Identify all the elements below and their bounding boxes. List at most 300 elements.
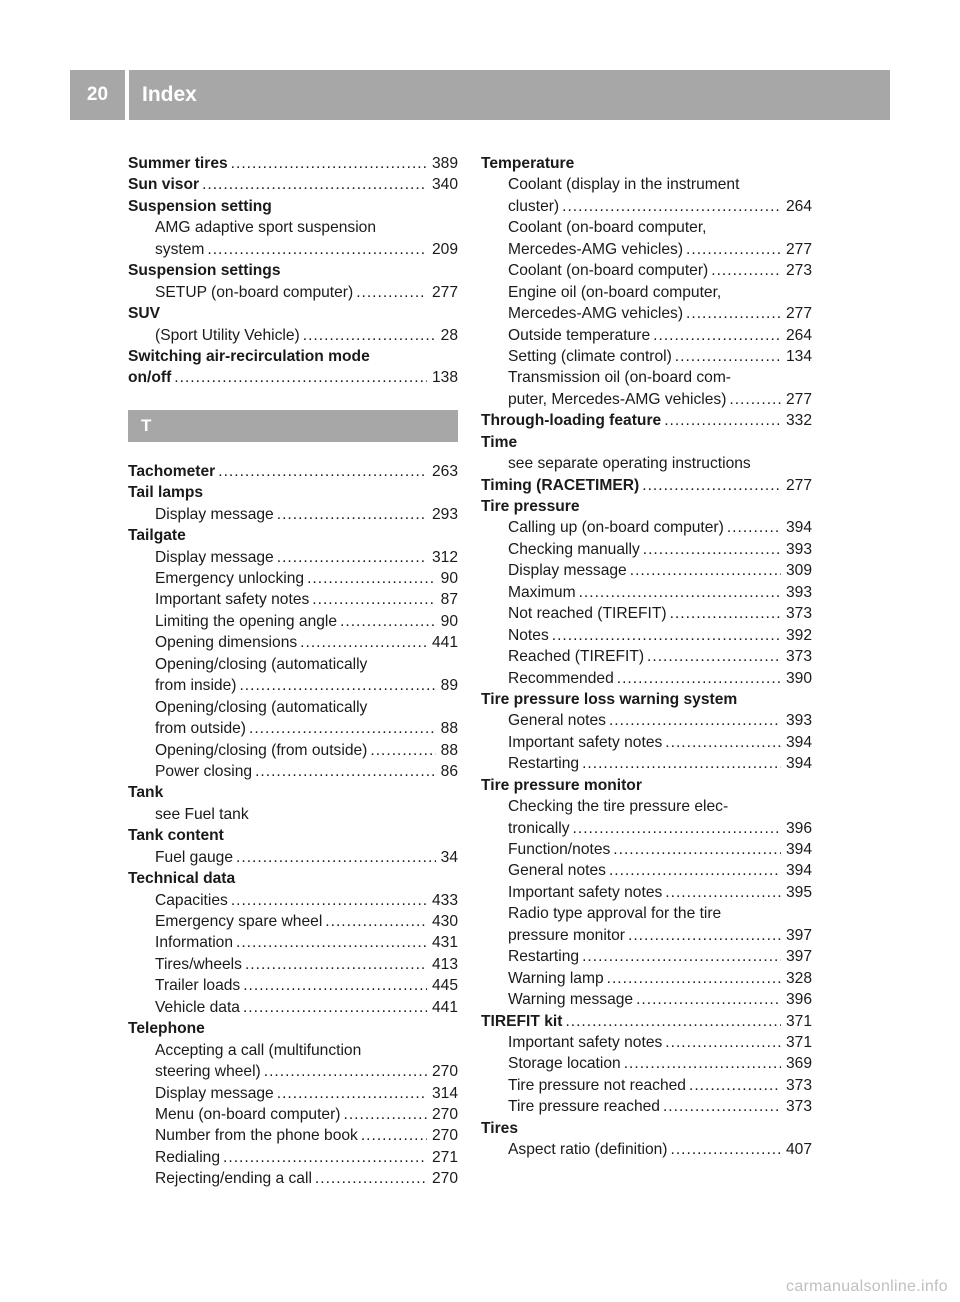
- dot-leader: [664, 410, 781, 431]
- dot-leader: [300, 632, 427, 653]
- index-subentry[interactable]: [128, 547, 458, 568]
- index-subentry[interactable]: [128, 282, 458, 303]
- entry-label: see separate operating instructions: [508, 455, 751, 473]
- index-subentry[interactable]: [481, 882, 812, 903]
- entry-label: Tires: [481, 1119, 518, 1137]
- index-entry: [481, 689, 812, 710]
- index-subentry[interactable]: [128, 1147, 458, 1168]
- page-reference[interactable]: 277: [785, 240, 812, 258]
- index-subentry[interactable]: [128, 675, 458, 696]
- entry-label: Coolant (display in the instrument: [508, 176, 740, 194]
- page-reference[interactable]: 373: [785, 648, 812, 666]
- entry-label: Tire pressure loss warning system: [481, 690, 738, 708]
- index-subentry[interactable]: [128, 1104, 458, 1125]
- dot-leader: [340, 611, 436, 632]
- index-subentry[interactable]: [481, 753, 812, 774]
- entry-label: Trailer loads: [155, 977, 241, 995]
- entry-label: Mercedes-AMG vehicles): [508, 240, 684, 258]
- index-subentry[interactable]: [481, 560, 812, 581]
- page-reference[interactable]: 373: [785, 1098, 812, 1116]
- page-reference[interactable]: 394: [785, 755, 812, 773]
- entry-label: Opening/closing (from outside): [155, 741, 368, 759]
- page-reference[interactable]: 371: [785, 1033, 812, 1051]
- entry-label: puter, Mercedes-AMG vehicles): [508, 390, 727, 408]
- index-entry: [128, 825, 458, 846]
- page-reference[interactable]: 392: [785, 626, 812, 644]
- entry-label: Radio type approval for the tire: [508, 905, 722, 923]
- page-reference[interactable]: 430: [431, 913, 458, 930]
- dot-leader: [617, 668, 781, 689]
- entry-label: Through-loading feature: [481, 412, 662, 430]
- index-subentry[interactable]: [481, 839, 812, 860]
- entry-label: Recommended: [508, 669, 614, 687]
- index-entry: [481, 1118, 812, 1139]
- page-reference[interactable]: 134: [785, 347, 812, 365]
- index-entry[interactable]: [128, 461, 458, 482]
- index-subentry[interactable]: [481, 1139, 812, 1160]
- index-subentry[interactable]: [481, 946, 812, 967]
- entry-label: from inside): [155, 677, 237, 695]
- index-entry[interactable]: [481, 475, 812, 496]
- page-reference[interactable]: 209: [431, 240, 458, 258]
- index-subentry[interactable]: [481, 710, 812, 731]
- dot-leader: [670, 603, 781, 624]
- page-reference[interactable]: 394: [785, 862, 812, 880]
- entry-label: tronically: [508, 819, 570, 837]
- page-reference[interactable]: 271: [431, 1148, 458, 1166]
- dot-leader: [277, 504, 427, 525]
- dot-leader: [628, 925, 781, 946]
- dot-leader: [636, 989, 781, 1010]
- dot-leader: [729, 389, 781, 410]
- entry-label: Timing (RACETIMER): [481, 476, 640, 494]
- index-subentry[interactable]: [128, 632, 458, 653]
- dot-leader: [686, 303, 781, 324]
- index-entry: [481, 153, 812, 174]
- page-reference[interactable]: 314: [431, 1084, 458, 1102]
- dot-leader: [325, 911, 427, 932]
- dot-leader: [249, 718, 436, 739]
- index-entry: [481, 496, 812, 517]
- dot-leader: [255, 761, 436, 782]
- page-reference[interactable]: 397: [785, 948, 812, 966]
- entry-label: Restarting: [508, 755, 580, 773]
- entry-label: Temperature: [481, 155, 575, 172]
- index-letter-heading: T: [128, 410, 458, 442]
- dot-leader: [277, 547, 427, 568]
- entry-label: Emergency unlocking: [155, 570, 305, 587]
- page-reference[interactable]: 90: [440, 570, 458, 587]
- entry-label: Tire pressure: [481, 498, 580, 515]
- entry-label: Switching air-recirculation mode: [128, 347, 370, 365]
- page-reference[interactable]: 369: [785, 1055, 812, 1073]
- index-subentry[interactable]: [481, 582, 812, 603]
- entry-label: Technical data: [128, 870, 236, 888]
- dot-leader: [686, 239, 781, 260]
- page-reference[interactable]: 90: [440, 612, 458, 630]
- index-subentry[interactable]: [481, 346, 812, 367]
- entry-label: Tire pressure monitor: [481, 776, 642, 794]
- entry-label: Tire pressure not reached: [508, 1076, 686, 1094]
- page-reference[interactable]: 332: [785, 412, 812, 430]
- index-entry[interactable]: [481, 1011, 812, 1032]
- dot-leader: [236, 932, 427, 953]
- index-subentry[interactable]: [128, 1061, 458, 1082]
- page-reference[interactable]: 273: [785, 262, 812, 280]
- page-reference[interactable]: 389: [431, 155, 458, 172]
- page-reference[interactable]: 390: [785, 669, 812, 687]
- page-reference[interactable]: 373: [785, 605, 812, 623]
- page-reference[interactable]: 309: [785, 562, 812, 580]
- page-reference[interactable]: 394: [785, 841, 812, 858]
- index-subentry[interactable]: [128, 718, 458, 739]
- index-subentry: [481, 903, 812, 924]
- index-subentry[interactable]: [128, 847, 458, 868]
- index-subentry[interactable]: [128, 761, 458, 782]
- index-column-left: [128, 153, 458, 1190]
- index-subentry[interactable]: [128, 1125, 458, 1146]
- index-entry: [128, 525, 458, 546]
- index-entry[interactable]: [128, 153, 458, 174]
- dot-leader: [312, 589, 435, 610]
- index-entry: [128, 260, 458, 281]
- page-reference[interactable]: 396: [785, 819, 812, 837]
- index-subentry[interactable]: [481, 646, 812, 667]
- page-reference[interactable]: 433: [431, 891, 458, 909]
- entry-label: Warning lamp: [508, 969, 604, 987]
- dot-leader: [243, 997, 427, 1018]
- index-entry[interactable]: [128, 174, 458, 195]
- dot-leader: [653, 325, 781, 346]
- dot-leader: [236, 847, 436, 868]
- index-subentry[interactable]: [481, 925, 812, 946]
- index-subentry[interactable]: [128, 954, 458, 975]
- entry-label: Tailgate: [128, 527, 186, 545]
- entry-label: Warning message: [508, 991, 634, 1009]
- entry-label: SUV: [128, 305, 161, 323]
- entry-label: Rejecting/ending a call: [155, 1170, 312, 1188]
- dot-leader: [665, 1032, 781, 1053]
- index-subentry[interactable]: [481, 303, 812, 324]
- entry-label: Function/notes: [508, 841, 611, 858]
- watermark: carmanualsonline.info: [786, 1278, 948, 1295]
- entry-label: Display message: [155, 505, 274, 523]
- index-subentry: [481, 282, 812, 303]
- dot-leader: [727, 517, 781, 538]
- page-reference[interactable]: 270: [431, 1127, 458, 1145]
- entry-label: Suspension setting: [128, 197, 272, 215]
- entry-label: Display message: [155, 548, 274, 566]
- index-subentry[interactable]: [481, 860, 812, 881]
- index-subentry[interactable]: [128, 504, 458, 525]
- dot-leader: [663, 1096, 781, 1117]
- page-reference[interactable]: 371: [785, 1012, 812, 1030]
- page-reference[interactable]: 393: [785, 583, 812, 601]
- index-subentry: [128, 654, 458, 675]
- entry-label: Important safety notes: [508, 733, 663, 751]
- page-reference[interactable]: 138: [431, 369, 458, 387]
- entry-label: steering wheel): [155, 1063, 261, 1081]
- page-reference[interactable]: 277: [785, 390, 812, 408]
- dot-leader: [231, 890, 427, 911]
- dot-leader: [303, 325, 436, 346]
- entry-label: Number from the phone book: [155, 1127, 358, 1145]
- dot-leader: [264, 1061, 427, 1082]
- dot-leader: [202, 174, 427, 195]
- dot-leader: [582, 946, 781, 967]
- entry-label: Important safety notes: [155, 591, 310, 609]
- page-reference[interactable]: 264: [785, 326, 812, 344]
- entry-label: Mercedes-AMG vehicles): [508, 305, 684, 323]
- entry-label: Engine oil (on-board computer,: [508, 283, 722, 301]
- dot-leader: [689, 1075, 781, 1096]
- index-subentry[interactable]: [481, 389, 812, 410]
- entry-label: pressure monitor: [508, 926, 625, 944]
- dot-leader: [565, 1011, 781, 1032]
- page-reference[interactable]: 394: [785, 733, 812, 751]
- index-subentry[interactable]: [128, 890, 458, 911]
- index-subentry[interactable]: [128, 975, 458, 996]
- page-reference[interactable]: 312: [431, 548, 458, 566]
- page-reference[interactable]: 277: [785, 476, 812, 494]
- dot-leader: [609, 860, 781, 881]
- page-reference[interactable]: 441: [431, 634, 458, 652]
- dot-leader: [231, 153, 427, 174]
- entry-label: Vehicle data: [155, 998, 240, 1016]
- entry-label: Aspect ratio (definition): [508, 1141, 668, 1159]
- entry-label: Setting (climate control): [508, 347, 672, 365]
- index-subentry[interactable]: [128, 611, 458, 632]
- entry-label: Tires/wheels: [155, 955, 242, 973]
- index-subentry[interactable]: [481, 732, 812, 753]
- dot-leader: [307, 568, 436, 589]
- page-reference[interactable]: 396: [785, 991, 812, 1009]
- dot-leader: [343, 1104, 426, 1125]
- page-header: [70, 70, 890, 120]
- page-reference[interactable]: 34: [440, 848, 458, 866]
- index-subentry[interactable]: [128, 740, 458, 761]
- entry-label: Tail lamps: [128, 484, 204, 502]
- entry-label: (Sport Utility Vehicle): [155, 326, 300, 344]
- dot-leader: [675, 346, 781, 367]
- index-subentry[interactable]: [128, 911, 458, 932]
- dot-leader: [665, 882, 781, 903]
- index-subentry[interactable]: [481, 239, 812, 260]
- page-reference[interactable]: 340: [431, 176, 458, 194]
- index-subentry[interactable]: [128, 325, 458, 346]
- page-reference[interactable]: 441: [431, 998, 458, 1016]
- entry-label: Restarting: [508, 948, 580, 966]
- index-subentry[interactable]: [128, 997, 458, 1018]
- entry-label: cluster): [508, 197, 560, 215]
- index-subentry[interactable]: [128, 568, 458, 589]
- index-subentry: [128, 804, 458, 825]
- index-subentry: [128, 217, 458, 238]
- entry-label: Opening dimensions: [155, 634, 298, 652]
- index-subentry[interactable]: [128, 589, 458, 610]
- page-reference[interactable]: 263: [431, 462, 458, 480]
- page-reference[interactable]: 89: [440, 677, 458, 695]
- dot-leader: [624, 1053, 781, 1074]
- dot-leader: [370, 740, 435, 761]
- page-reference[interactable]: 270: [431, 1170, 458, 1188]
- page-reference[interactable]: 86: [440, 762, 458, 780]
- index-subentry: [128, 1040, 458, 1061]
- index-entry: [128, 303, 458, 324]
- index-subentry[interactable]: [481, 1075, 812, 1096]
- index-entry[interactable]: [128, 367, 458, 388]
- index-entry: [481, 432, 812, 453]
- entry-label: Tire pressure reached: [508, 1098, 660, 1116]
- dot-leader: [582, 753, 781, 774]
- index-subentry[interactable]: [481, 1096, 812, 1117]
- index-subentry[interactable]: [128, 1168, 458, 1189]
- index-subentry[interactable]: [481, 539, 812, 560]
- page-reference[interactable]: 277: [785, 305, 812, 323]
- index-subentry: [481, 367, 812, 388]
- index-subentry[interactable]: [481, 625, 812, 646]
- dot-leader: [245, 954, 427, 975]
- section-title: Index: [142, 83, 197, 106]
- index-subentry[interactable]: [481, 1053, 812, 1074]
- entry-label: Transmission oil (on-board com-: [508, 369, 732, 387]
- index-subentry[interactable]: [481, 196, 812, 217]
- entry-label: Important safety notes: [508, 883, 663, 901]
- entry-label: Summer tires: [128, 155, 228, 172]
- index-subentry[interactable]: [481, 668, 812, 689]
- page-reference[interactable]: 264: [785, 197, 812, 215]
- dot-leader: [630, 560, 781, 581]
- index-column-right: [481, 153, 812, 1161]
- entry-label: Time: [481, 433, 518, 451]
- entry-label: Outside temperature: [508, 326, 651, 344]
- dot-leader: [239, 675, 435, 696]
- index-entry: [128, 346, 458, 367]
- page-reference[interactable]: 270: [431, 1105, 458, 1123]
- entry-label: Display message: [508, 562, 627, 580]
- index-entry: [128, 196, 458, 217]
- index-subentry[interactable]: [128, 239, 458, 260]
- entry-label: Storage location: [508, 1055, 621, 1073]
- dot-leader: [573, 818, 781, 839]
- entry-label: Checking manually: [508, 540, 640, 558]
- index-entry[interactable]: [481, 410, 812, 431]
- index-subentry[interactable]: [481, 1032, 812, 1053]
- index-subentry: [481, 217, 812, 238]
- page-reference[interactable]: 88: [440, 741, 458, 759]
- entry-label: Reached (TIREFIT): [508, 648, 645, 666]
- index-subentry[interactable]: [481, 818, 812, 839]
- dot-leader: [315, 1168, 427, 1189]
- page-reference[interactable]: 413: [431, 955, 458, 973]
- entry-label: system: [155, 240, 205, 258]
- entry-label: AMG adaptive sport suspension: [155, 219, 377, 237]
- index-entry: [128, 782, 458, 803]
- index-subentry[interactable]: [481, 325, 812, 346]
- page-reference[interactable]: 277: [431, 283, 458, 301]
- dot-leader: [609, 710, 781, 731]
- page-reference[interactable]: 407: [785, 1141, 812, 1159]
- dot-leader: [643, 539, 781, 560]
- entry-label: Coolant (on-board computer,: [508, 219, 707, 237]
- page-reference[interactable]: 328: [785, 969, 812, 987]
- entry-label: Capacities: [155, 891, 228, 909]
- entry-label: General notes: [508, 712, 606, 730]
- entry-label: Coolant (on-board computer): [508, 262, 709, 280]
- page-reference[interactable]: 28: [440, 326, 458, 344]
- entry-label: Tachometer: [128, 462, 216, 480]
- page-reference[interactable]: 87: [440, 591, 458, 609]
- page-reference[interactable]: 393: [785, 712, 812, 730]
- page-reference[interactable]: 431: [431, 934, 458, 952]
- entry-label: Display message: [155, 1084, 274, 1102]
- page-reference[interactable]: 395: [785, 883, 812, 901]
- index-subentry[interactable]: [481, 968, 812, 989]
- entry-label: Redialing: [155, 1148, 221, 1166]
- index-entry: [128, 482, 458, 503]
- entry-label: Accepting a call (multifunction: [155, 1041, 362, 1059]
- dot-leader: [361, 1125, 427, 1146]
- index-subentry: [481, 174, 812, 195]
- dot-leader: [711, 260, 781, 281]
- index-subentry[interactable]: [128, 932, 458, 953]
- entry-label: SETUP (on-board computer): [155, 283, 354, 301]
- index-subentry[interactable]: [128, 1083, 458, 1104]
- entry-label: Information: [155, 934, 234, 952]
- page-reference[interactable]: 373: [785, 1076, 812, 1094]
- page-reference[interactable]: 397: [785, 926, 812, 944]
- index-entry: [128, 1018, 458, 1039]
- dot-leader: [207, 239, 427, 260]
- entry-label: Suspension settings: [128, 262, 281, 280]
- index-subentry[interactable]: [481, 517, 812, 538]
- entry-label: Not reached (TIREFIT): [508, 605, 667, 623]
- entry-label: Fuel gauge: [155, 848, 234, 866]
- index-subentry[interactable]: [481, 989, 812, 1010]
- entry-label: from outside): [155, 720, 246, 738]
- dot-leader: [579, 582, 781, 603]
- page-reference[interactable]: 394: [785, 519, 812, 537]
- page-reference[interactable]: 293: [431, 505, 458, 523]
- page-reference[interactable]: 445: [431, 977, 458, 995]
- page-number: 20: [86, 84, 109, 105]
- dot-leader: [277, 1083, 427, 1104]
- index-subentry: [128, 697, 458, 718]
- dot-leader: [647, 646, 781, 667]
- entry-label: Emergency spare wheel: [155, 913, 323, 930]
- entry-label: Tank: [128, 784, 164, 802]
- dot-leader: [174, 367, 427, 388]
- entry-label: TIREFIT kit: [481, 1012, 563, 1030]
- dot-leader: [607, 968, 781, 989]
- entry-label: General notes: [508, 862, 606, 880]
- entry-label: Notes: [508, 626, 549, 644]
- entry-label: Sun visor: [128, 176, 200, 194]
- entry-label: Checking the tire pressure elec-: [508, 798, 729, 816]
- index-subentry[interactable]: [481, 260, 812, 281]
- entry-label: Maximum: [508, 583, 576, 601]
- index-entry: [481, 775, 812, 796]
- index-entry: [128, 868, 458, 889]
- page-reference[interactable]: 270: [431, 1063, 458, 1081]
- page-reference[interactable]: 88: [440, 720, 458, 738]
- page-reference[interactable]: 393: [785, 540, 812, 558]
- entry-label: Tank content: [128, 827, 224, 845]
- index-subentry[interactable]: [481, 603, 812, 624]
- dot-leader: [670, 1139, 780, 1160]
- dot-leader: [243, 975, 427, 996]
- dot-leader: [642, 475, 781, 496]
